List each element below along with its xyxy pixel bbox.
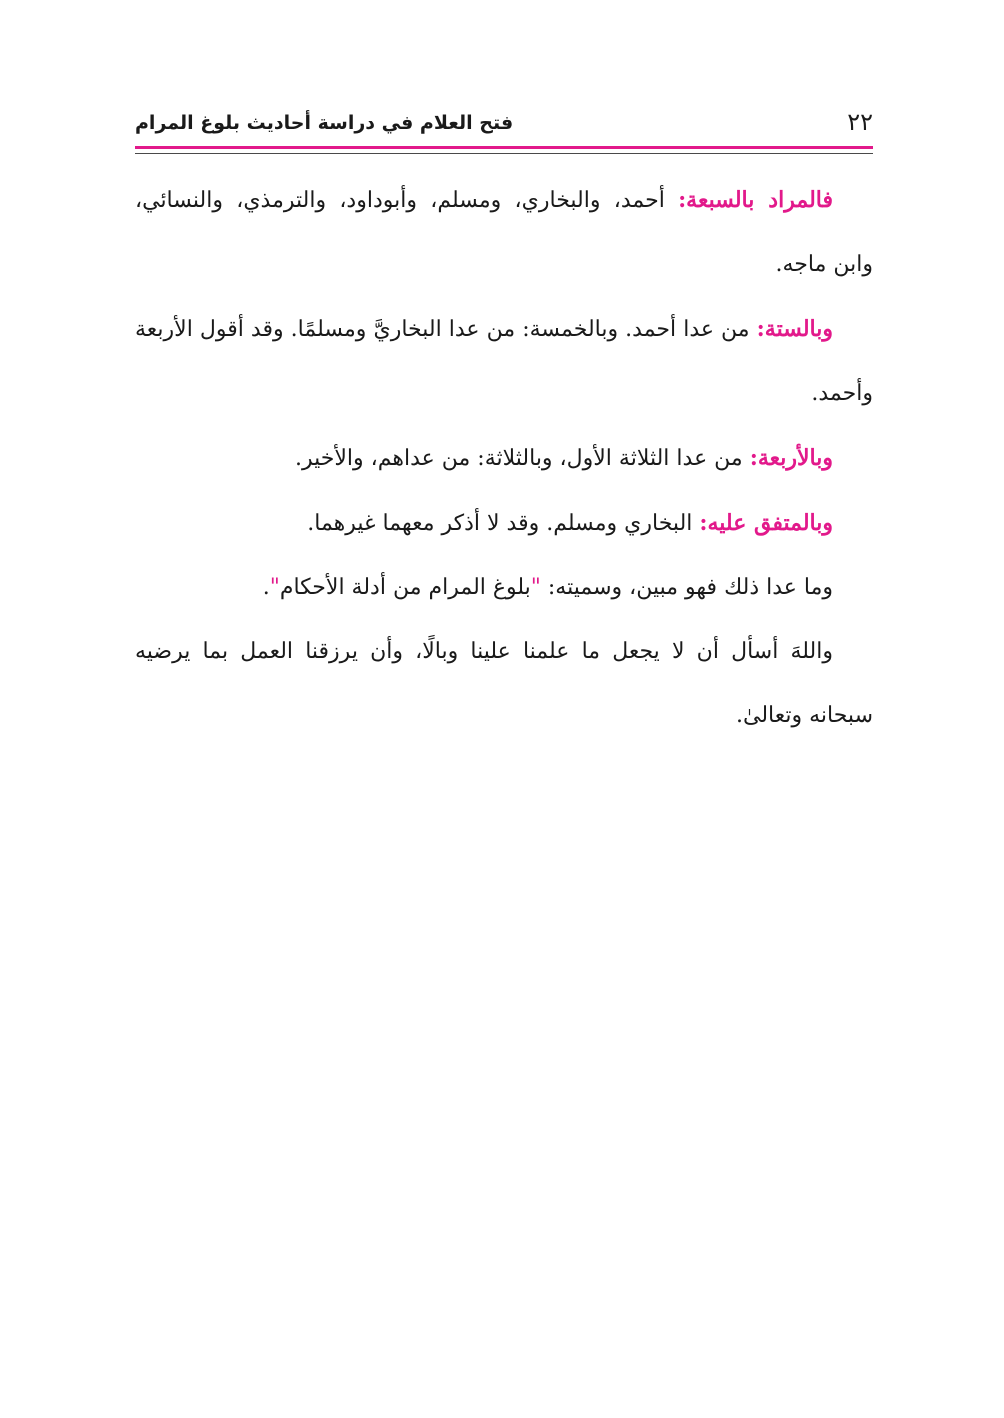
paragraph-text: من عدا أحمد. وبالخمسة: من عدا البخاريَّ ومسلمًا. وقد أقول الأربعة وأحمد.: [135, 317, 873, 406]
paragraph-suffix: .: [262, 575, 270, 600]
paragraph-agreed: [135, 491, 873, 556]
paragraph-text: من عدا الثلاثة الأول، وبالثلاثة: من عداهم، والأخير.: [295, 446, 750, 471]
header-rule-accent: [135, 146, 873, 149]
body-text: [135, 168, 873, 748]
paragraph-text: وما عدا ذلك فهو مبين، وسميته:: [540, 575, 833, 600]
book-title-header: فتح العلام في دراسة أحاديث بلوغ المرام: [135, 112, 514, 134]
term-label: وبالأربعة:: [749, 445, 833, 471]
paragraph-four: [135, 426, 873, 491]
term-label: فالمراد بالسبعة:: [678, 187, 833, 213]
close-quote: ": [269, 575, 280, 600]
header-rule-thin: [135, 153, 873, 154]
paragraph-text: أحمد، والبخاري، ومسلم، وأبوداود، والترمذي، والنسائي، وابن ماجه.: [135, 188, 873, 277]
running-header: [135, 110, 873, 150]
paragraph-six: [135, 297, 873, 426]
paragraph-text: واللهَ أسأل أن لا يجعل ما علمنا علينا وبالًا، وأن يرزقنا العمل بما يرضيه سبحانه وتعالىٰ.: [135, 639, 873, 728]
paragraph-naming: [135, 556, 873, 620]
page-number: ٢٢: [847, 108, 873, 136]
book-title-quoted: بلوغ المرام من أدلة الأحكام: [279, 575, 531, 600]
term-label: وبالمتفق عليه:: [699, 510, 833, 536]
paragraph-text: البخاري ومسلم. وقد لا أذكر معهما غيرهما.: [307, 511, 700, 536]
paragraph-supplication: [135, 620, 873, 748]
term-label: وبالستة:: [756, 316, 833, 342]
paragraph-seven: [135, 168, 873, 297]
open-quote: ": [530, 575, 541, 600]
